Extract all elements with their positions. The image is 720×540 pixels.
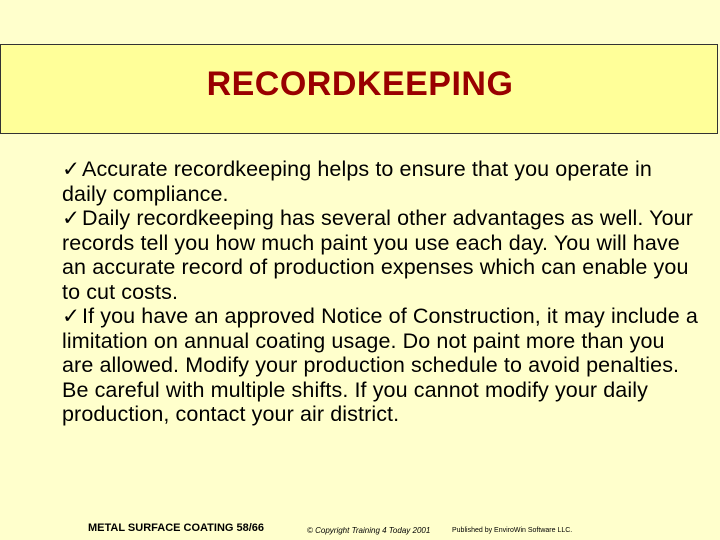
slide-body [62,157,702,427]
bullet-item [62,304,702,427]
bullet-item [62,157,702,206]
footer-copyright: © Copyright Training 4 Today 2001 [307,526,431,535]
footer-course-label: METAL SURFACE COATING 58/66 [88,522,265,534]
bullet-text: Daily recordkeeping has several other advantages as well. Your records tell you how much paint you use each day. You will have an accurate record of production expenses which can enable you to cut costs. [62,206,693,304]
bullet-text: Accurate recordkeeping helps to ensure that you operate in daily compliance. [62,157,652,206]
checkmark-icon: ✓ [62,206,81,230]
slide-title: RECORDKEEPING [206,65,514,103]
checkmark-icon: ✓ [62,157,81,181]
bullet-text: If you have an approved Notice of Construction, it may include a limitation on annual coating usage. Do not paint more than you are allowed. Modify your production schedule to avoid penalties. Be careful with multiple shifts. If you cannot modify your daily production, contact your air district. [62,304,698,426]
checkmark-icon: ✓ [62,304,81,328]
footer-publisher: Published by EnviroWin Software LLC. [452,527,573,534]
bullet-item [62,206,702,304]
